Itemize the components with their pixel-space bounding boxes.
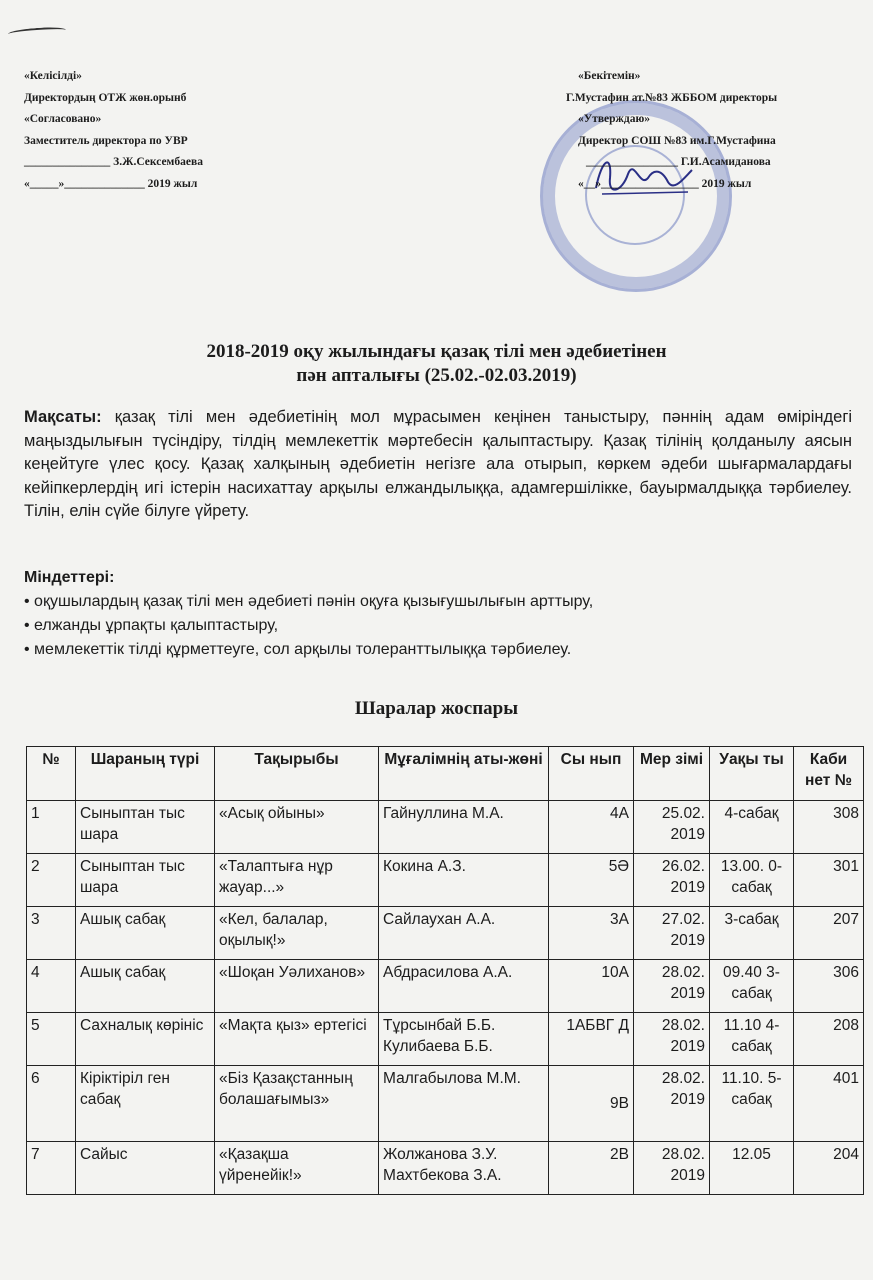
cell-class: 3А [549, 907, 634, 960]
table-header-row [27, 747, 864, 801]
cell-number: 3 [27, 907, 76, 960]
cell-room: 301 [794, 854, 864, 907]
approval-left-date-line: «_____»______________ 2019 жыл [24, 177, 198, 190]
cell-time: 12.05 [710, 1142, 794, 1195]
cell-topic: «Шоқан Уәлиханов» [215, 960, 379, 1013]
aim-paragraph [24, 406, 852, 524]
cell-event-type: Ашық сабақ [76, 960, 215, 1013]
cell-topic: «Талаптыға нұр жауар...» [215, 854, 379, 907]
cell-room: 401 [794, 1066, 864, 1142]
cell-room: 306 [794, 960, 864, 1013]
cell-topic: «Асық ойыны» [215, 801, 379, 854]
header-time: Уақы ты [710, 747, 794, 801]
table-row [27, 1066, 864, 1142]
cell-teacher: Тұрсынбай Б.Б. Кулибаева Б.Б. [379, 1013, 549, 1066]
cell-time: 11.10 4-сабақ [710, 1013, 794, 1066]
approval-left-signature-line: _______________ З.Ж.Сексембаева [24, 156, 203, 168]
cell-class: 9В [549, 1066, 634, 1142]
cell-number: 2 [27, 854, 76, 907]
cell-event-type: Сахналық көрініс [76, 1013, 215, 1066]
cell-date: 26.02. 2019 [634, 854, 710, 907]
cell-class: 1АБВГ Д [549, 1013, 634, 1066]
cell-teacher: Гайнуллина М.А. [379, 801, 549, 854]
cell-teacher: Жолжанова З.У. Махтбекова З.А. [379, 1142, 549, 1195]
plan-title: Шаралар жоспары [354, 698, 519, 719]
header-room: Каби нет № [794, 747, 864, 801]
document-title [0, 340, 873, 388]
approval-block-left [24, 66, 203, 195]
cell-date: 27.02. 2019 [634, 907, 710, 960]
events-table [26, 746, 864, 1195]
aim-label: Мақсаты: [24, 408, 102, 426]
task-item: • елжанды ұрпақты қалыптастыру, [24, 617, 279, 634]
cell-event-type: Сайыс [76, 1142, 215, 1195]
task-item: • мемлекеттік тілді құрметтеуге, сол арқылы толеранттылыққа тәрбиелеу. [24, 641, 572, 658]
approval-right-line: Г.Мустафин ат.№83 ЖББОМ директоры [566, 91, 778, 104]
cell-room: 208 [794, 1013, 864, 1066]
cell-number: 1 [27, 801, 76, 854]
approval-left-line: Директордың ОТЖ жөн.орынб [24, 91, 187, 104]
approval-left-line: Заместитель директора по УВР [24, 134, 188, 147]
cell-event-type: Сыныптан тыс шара [76, 801, 215, 854]
title-line-2: пән апталығы (25.02.-02.03.2019) [296, 365, 577, 386]
cell-teacher: Сайлаухан А.А. [379, 907, 549, 960]
header-class: Сы нып [549, 747, 634, 801]
approval-right-date-line: «__»_________________ 2019 жыл [578, 177, 752, 190]
approval-right-signature-line: ________________ Г.И.Асамиданова [586, 156, 771, 168]
table-row [27, 801, 864, 854]
approval-left-line: «Согласовано» [24, 113, 102, 125]
header-date: Мер зімі [634, 747, 710, 801]
header-teacher: Мұғалімнің аты-жөні [379, 747, 549, 801]
cell-topic: «Кел, балалар, оқылық!» [215, 907, 379, 960]
cell-date: 25.02. 2019 [634, 801, 710, 854]
cell-class: 5Ә [549, 854, 634, 907]
cell-number: 6 [27, 1066, 76, 1142]
cell-room: 308 [794, 801, 864, 854]
cell-date: 28.02. 2019 [634, 1142, 710, 1195]
cell-event-type: Кіріктіріл ген сабақ [76, 1066, 215, 1142]
cell-teacher: Абдрасилова А.А. [379, 960, 549, 1013]
cell-event-type: Ашық сабақ [76, 907, 215, 960]
header-event-type: Шараның түрі [76, 747, 215, 801]
cell-time: 13.00. 0-сабақ [710, 854, 794, 907]
task-item: • оқушылардың қазақ тілі мен әдебиеті пәнін оқуға қызығушылығын арттыру, [24, 593, 594, 610]
cell-date: 28.02. 2019 [634, 960, 710, 1013]
cell-class: 4А [549, 801, 634, 854]
tasks-label: Міндеттері: [24, 569, 115, 586]
cell-class: 2В [549, 1142, 634, 1195]
pen-mark [8, 26, 66, 38]
cell-time: 3-сабақ [710, 907, 794, 960]
cell-date: 28.02. 2019 [634, 1066, 710, 1142]
approval-block-right [566, 66, 777, 195]
table-row [27, 1142, 864, 1195]
tasks-section [24, 566, 852, 662]
cell-topic: «Қазақша үйренейік!» [215, 1142, 379, 1195]
title-line-1: 2018-2019 оқу жылындағы қазақ тілі мен әдебиетінен [206, 341, 667, 362]
approval-right-line: Директор СОШ №83 им.Г.Мустафина [578, 134, 776, 147]
cell-teacher: Кокина А.З. [379, 854, 549, 907]
table-row [27, 960, 864, 1013]
table-row [27, 1013, 864, 1066]
approval-right-line: «Утверждаю» [578, 113, 650, 125]
cell-topic: «Мақта қыз» ертегісі [215, 1013, 379, 1066]
aim-text: қазақ тілі мен әдебиетінің мол мұрасымен кеңінен таныстыру, пәннің адам өміріндегі маңыздылығын түсіндіру, тілдің мемлекеттік мәртебесін қалыптастыру. Қазақ тілінің қолданылу аясын кеңейтуге үлес қосу. Қазақ халқының әдебиетін негізге ала отырып, көркем әдеби шығармалардағы кейіпкерлердің игі істерін насихаттау арқылы елжандылыққа, адамгершілікке, бауырмалдыққа тәрбиелеу. Тілін, елін сүйе білуге үйрету. [24, 408, 852, 520]
cell-room: 204 [794, 1142, 864, 1195]
cell-room: 207 [794, 907, 864, 960]
cell-date: 28.02. 2019 [634, 1013, 710, 1066]
approval-right-line: «Бекітемін» [578, 70, 641, 82]
table-row [27, 854, 864, 907]
approval-left-line: «Келісілді» [24, 70, 82, 82]
table-row [27, 907, 864, 960]
cell-number: 4 [27, 960, 76, 1013]
cell-teacher: Малгабылова М.М. [379, 1066, 549, 1142]
cell-number: 7 [27, 1142, 76, 1195]
header-number: № [27, 747, 76, 801]
cell-number: 5 [27, 1013, 76, 1066]
header-topic: Тақырыбы [215, 747, 379, 801]
cell-class: 10А [549, 960, 634, 1013]
cell-topic: «Біз Қазақстанның болашағымыз» [215, 1066, 379, 1142]
cell-time: 11.10. 5-сабақ [710, 1066, 794, 1142]
cell-time: 09.40 3-сабақ [710, 960, 794, 1013]
cell-event-type: Сыныптан тыс шара [76, 854, 215, 907]
cell-time: 4-сабақ [710, 801, 794, 854]
